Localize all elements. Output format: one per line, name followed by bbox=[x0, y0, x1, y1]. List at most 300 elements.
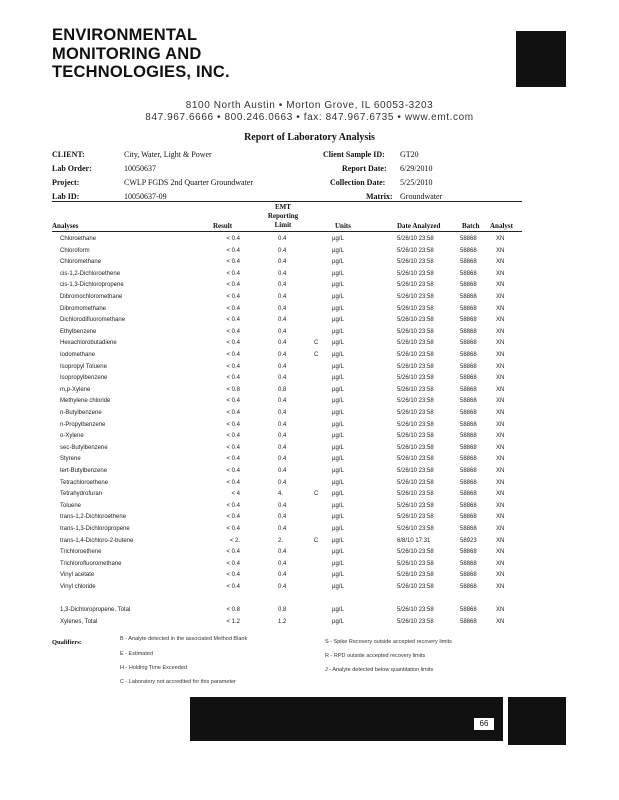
units: µg/L bbox=[332, 549, 344, 556]
result-value: < 0.4 bbox=[226, 468, 240, 474]
date-analyzed: 5/26/10 23:58 bbox=[397, 352, 434, 358]
table-row bbox=[0, 536, 619, 547]
lab-order-value: 10050637 bbox=[124, 164, 156, 173]
table-row bbox=[0, 431, 619, 442]
analyte-name: trans-1,4-Dichloro-2-butene bbox=[60, 537, 134, 544]
batch-number: 58868 bbox=[460, 398, 477, 405]
analyte-name: Toluene bbox=[60, 502, 82, 509]
qualifier-flag: C bbox=[314, 537, 319, 544]
date-analyzed: 5/26/10 23:58 bbox=[397, 421, 434, 428]
analyte-name: trans-1,2-Dichloroethene bbox=[60, 514, 127, 521]
reporting-limit: 0.4 bbox=[278, 584, 287, 590]
lab-order-label: Lab Order: bbox=[52, 164, 92, 173]
date-analyzed: 5/26/10 23:58 bbox=[397, 514, 434, 521]
date-analyzed: 5/26/10 23:58 bbox=[397, 236, 434, 242]
batch-number: 58868 bbox=[460, 294, 477, 300]
analyst: XN bbox=[496, 444, 505, 451]
result-value: < 0.4 bbox=[226, 433, 240, 440]
table-row bbox=[0, 408, 619, 419]
reporting-limit: 0.8 bbox=[278, 386, 287, 393]
reporting-limit: 2. bbox=[278, 537, 284, 544]
table-row bbox=[0, 338, 619, 349]
analyte-name: Tetrachloroethene bbox=[60, 479, 109, 486]
analyte-name: Isopropylbenzene bbox=[60, 375, 108, 382]
result-value: < 0.4 bbox=[226, 247, 240, 254]
analyst: XN bbox=[496, 305, 505, 312]
date-analyzed: 5/26/10 23:58 bbox=[397, 247, 434, 254]
table-row bbox=[0, 617, 619, 628]
reporting-limit: 0.4 bbox=[278, 294, 287, 300]
reporting-limit: 0.4 bbox=[278, 479, 287, 486]
address-line-1: 8100 North Austin • Morton Grove, IL 60053-3203 bbox=[185, 100, 434, 111]
batch-number: 58868 bbox=[460, 502, 477, 509]
units: µg/L bbox=[332, 479, 344, 486]
date-analyzed: 5/26/10 23:58 bbox=[397, 444, 434, 451]
analyst: XN bbox=[496, 572, 505, 579]
date-analyzed: 5/26/10 23:58 bbox=[397, 340, 434, 347]
analyst: XN bbox=[496, 363, 505, 370]
units: µg/L bbox=[332, 375, 344, 382]
date-analyzed: 5/26/10 23:58 bbox=[397, 560, 434, 567]
batch-number: 58868 bbox=[460, 444, 477, 451]
client-sample-id-label: Client Sample ID: bbox=[323, 150, 385, 159]
result-value: < 0.4 bbox=[226, 259, 240, 266]
analyst: XN bbox=[496, 549, 505, 556]
company-name-line-2: MONITORING AND bbox=[52, 44, 202, 63]
lab-id-value: 10050637-09 bbox=[124, 192, 167, 201]
analyst: XN bbox=[496, 526, 505, 532]
result-value: < 0.4 bbox=[226, 526, 240, 532]
qualifier-b: B - Analyte detected in the associated Method Blank bbox=[120, 636, 248, 642]
analyst: XN bbox=[496, 502, 505, 509]
result-value: < 0.4 bbox=[226, 479, 240, 486]
analyte-name: cis-1,2-Dichloroethene bbox=[60, 270, 121, 277]
batch-number: 58868 bbox=[460, 363, 477, 370]
table-row bbox=[0, 396, 619, 407]
analyte-name: cis-1,3-Dichloropropene bbox=[60, 282, 124, 289]
qualifier-e: E - Estimated bbox=[120, 651, 154, 657]
collection-date-label: Collection Date: bbox=[330, 178, 386, 187]
batch-number: 58868 bbox=[460, 328, 477, 335]
table-row bbox=[0, 234, 619, 245]
units: µg/L bbox=[332, 386, 344, 393]
analyst: XN bbox=[496, 410, 505, 416]
result-value: < 0.4 bbox=[226, 572, 240, 579]
col-analyst: Analyst bbox=[490, 222, 513, 230]
batch-number: 58868 bbox=[460, 421, 477, 428]
analyte-name: Vinyl acetate bbox=[60, 572, 95, 579]
company-name-line-1: ENVIRONMENTAL bbox=[52, 26, 198, 44]
batch-number: 58868 bbox=[460, 549, 477, 556]
analyst: XN bbox=[496, 398, 505, 405]
date-analyzed: 5/26/10 23:58 bbox=[397, 410, 434, 416]
reporting-limit: 0.4 bbox=[278, 444, 287, 451]
analyte-name: Ethylbenzene bbox=[60, 328, 97, 335]
analyst: XN bbox=[496, 560, 505, 567]
batch-number: 58868 bbox=[460, 618, 477, 625]
analyte-name: Isopropyl Toluene bbox=[60, 363, 107, 370]
col-result: Result bbox=[213, 222, 233, 230]
analyst: XN bbox=[496, 340, 505, 347]
analyst: XN bbox=[496, 468, 505, 474]
table-row bbox=[0, 466, 619, 477]
col-analyses: Analyses bbox=[52, 222, 79, 230]
date-analyzed: 5/26/10 23:58 bbox=[397, 363, 434, 370]
table-row bbox=[0, 547, 619, 558]
col-batch: Batch bbox=[462, 222, 480, 230]
lab-id-label: Lab ID: bbox=[52, 192, 80, 201]
analyte-name: Iodomethane bbox=[60, 352, 96, 358]
reporting-limit: 0.4 bbox=[278, 270, 287, 277]
batch-number: 58868 bbox=[460, 340, 477, 347]
report-date-label: Report Date: bbox=[342, 164, 387, 173]
column-header-rule bbox=[52, 231, 522, 232]
analyte-name: Tetrahydrofuran bbox=[60, 491, 103, 498]
result-value: < 0.4 bbox=[226, 398, 240, 405]
reporting-limit: 0.4 bbox=[278, 456, 287, 463]
analyst: XN bbox=[496, 328, 505, 335]
units: µg/L bbox=[332, 618, 344, 625]
redaction-bar-bottom bbox=[190, 697, 503, 741]
analyte-name: o-Xylene bbox=[60, 433, 84, 440]
table-row bbox=[0, 246, 619, 257]
analyst: XN bbox=[496, 270, 505, 277]
report-title: Report of Laboratory Analysis bbox=[244, 132, 375, 143]
date-analyzed: 5/26/10 23:58 bbox=[397, 398, 434, 405]
units: µg/L bbox=[332, 352, 344, 358]
analyte-name: n-Propylbenzene bbox=[60, 421, 106, 428]
reporting-limit: 0.4 bbox=[278, 236, 287, 242]
table-row bbox=[0, 304, 619, 315]
reporting-limit: 0.4 bbox=[278, 259, 287, 266]
table-row bbox=[0, 605, 619, 616]
units: µg/L bbox=[332, 502, 344, 509]
date-analyzed: 5/26/10 23:58 bbox=[397, 386, 434, 393]
matrix-value: Groundwater bbox=[400, 192, 443, 201]
result-value: < 0.4 bbox=[226, 317, 240, 324]
table-row bbox=[0, 489, 619, 500]
result-value: < 0.4 bbox=[226, 549, 240, 556]
date-analyzed: 5/26/10 23:58 bbox=[397, 502, 434, 509]
analyst: XN bbox=[496, 259, 505, 266]
reporting-limit: 0.4 bbox=[278, 328, 287, 335]
table-row bbox=[0, 443, 619, 454]
qualifier-c: C - Laboratory not accredited for this parameter bbox=[120, 679, 236, 685]
date-analyzed: 5/26/10 23:58 bbox=[397, 572, 434, 579]
date-analyzed: 5/26/10 23:58 bbox=[397, 328, 434, 335]
redaction-box-top bbox=[516, 31, 566, 87]
analyst: XN bbox=[496, 375, 505, 382]
units: µg/L bbox=[332, 584, 344, 590]
units: µg/L bbox=[332, 305, 344, 312]
result-value: < 0.8 bbox=[226, 607, 240, 614]
analyst: XN bbox=[496, 491, 505, 498]
table-row bbox=[0, 269, 619, 280]
analyte-name: tert-Butylbenzene bbox=[60, 468, 108, 474]
date-analyzed: 5/26/10 23:58 bbox=[397, 618, 434, 625]
analyte-name: Dibromochloromethane bbox=[60, 294, 123, 300]
batch-number: 58868 bbox=[460, 433, 477, 440]
reporting-limit: 0.4 bbox=[278, 282, 287, 289]
units: µg/L bbox=[332, 236, 344, 242]
batch-number: 58868 bbox=[460, 282, 477, 289]
date-analyzed: 5/26/10 23:58 bbox=[397, 317, 434, 324]
col-units: Units bbox=[335, 222, 351, 230]
reporting-limit: 0.4 bbox=[278, 560, 287, 567]
result-value: < 0.4 bbox=[226, 514, 240, 521]
analyte-name: Hexachlorobutadiene bbox=[60, 340, 117, 347]
result-value: < 0.4 bbox=[226, 375, 240, 382]
result-value: < 0.4 bbox=[226, 444, 240, 451]
date-analyzed: 5/26/10 23:58 bbox=[397, 526, 434, 532]
reporting-limit: 0.4 bbox=[278, 340, 287, 347]
company-logo-text bbox=[52, 26, 230, 82]
units: µg/L bbox=[332, 607, 344, 614]
client-label: CLIENT: bbox=[52, 150, 85, 159]
qualifier-j: J - Analyte detected below quantitation limits bbox=[325, 667, 434, 673]
analyst: XN bbox=[496, 352, 505, 358]
reporting-limit: 0.4 bbox=[278, 375, 287, 382]
date-analyzed: 5/26/10 23:58 bbox=[397, 479, 434, 486]
table-row bbox=[0, 501, 619, 512]
table-row bbox=[0, 385, 619, 396]
analyst: XN bbox=[496, 282, 505, 289]
units: µg/L bbox=[332, 363, 344, 370]
table-row bbox=[0, 559, 619, 570]
units: µg/L bbox=[332, 537, 344, 544]
reporting-limit: 0.4 bbox=[278, 363, 287, 370]
result-value: < 0.4 bbox=[226, 340, 240, 347]
table-row bbox=[0, 512, 619, 523]
analyte-name: m,p-Xylene bbox=[60, 386, 91, 393]
client-sample-id-value: GT20 bbox=[400, 150, 419, 159]
analyte-name: Trichlorofluoromethane bbox=[60, 560, 122, 567]
reporting-limit: 0.4 bbox=[278, 572, 287, 579]
result-value: < 0.4 bbox=[226, 305, 240, 312]
batch-number: 58868 bbox=[460, 247, 477, 254]
analyte-name: Vinyl chloride bbox=[60, 584, 96, 590]
report-date-value: 6/29/2010 bbox=[400, 164, 433, 173]
batch-number: 58868 bbox=[460, 259, 477, 266]
batch-number: 58868 bbox=[460, 317, 477, 324]
result-value: < 0.4 bbox=[226, 282, 240, 289]
date-analyzed: 5/26/10 23:58 bbox=[397, 259, 434, 266]
analyte-name: sec-Butylbenzene bbox=[60, 444, 108, 451]
batch-number: 58868 bbox=[460, 270, 477, 277]
result-value: < 0.4 bbox=[226, 456, 240, 463]
result-value: < 0.4 bbox=[226, 584, 240, 590]
result-value: < 0.4 bbox=[226, 328, 240, 335]
qualifier-r: R - RPD outside accepted recovery limits bbox=[325, 653, 426, 659]
units: µg/L bbox=[332, 433, 344, 440]
batch-number: 58868 bbox=[460, 375, 477, 382]
analyst: XN bbox=[496, 479, 505, 486]
batch-number: 58868 bbox=[460, 514, 477, 521]
units: µg/L bbox=[332, 526, 344, 532]
batch-number: 58868 bbox=[460, 410, 477, 416]
result-value: < 0.4 bbox=[226, 270, 240, 277]
batch-number: 58868 bbox=[460, 468, 477, 474]
analyte-name: trans-1,3-Dichloropropene bbox=[60, 526, 130, 532]
batch-number: 58868 bbox=[460, 352, 477, 358]
table-row bbox=[0, 257, 619, 268]
analyst: XN bbox=[496, 537, 505, 544]
qualifier-s: S - Spike Recovery outside accepted recovery limits bbox=[325, 639, 452, 645]
analyte-name: Dichlorodifluoromethane bbox=[60, 317, 126, 324]
analyte-name: Trichloroethene bbox=[60, 549, 102, 556]
reporting-limit: 0.4 bbox=[278, 317, 287, 324]
project-label: Project: bbox=[52, 178, 80, 187]
batch-number: 58868 bbox=[460, 305, 477, 312]
qualifier-flag: C bbox=[314, 340, 319, 347]
collection-date-value: 5/25/2010 bbox=[400, 178, 433, 187]
analyst: XN bbox=[496, 247, 505, 254]
analyst: XN bbox=[496, 236, 505, 242]
reporting-limit: 0.4 bbox=[278, 502, 287, 509]
date-analyzed: 5/26/10 23:58 bbox=[397, 375, 434, 382]
col-limit-line-2: Reporting bbox=[267, 212, 299, 220]
analyte-name: Styrene bbox=[60, 456, 81, 463]
analyte-name: Chloroform bbox=[60, 247, 90, 254]
units: µg/L bbox=[332, 444, 344, 451]
date-analyzed: 5/26/10 23:58 bbox=[397, 433, 434, 440]
units: µg/L bbox=[332, 294, 344, 300]
analyst: XN bbox=[496, 514, 505, 521]
result-value: < 4 bbox=[231, 491, 240, 498]
date-analyzed: 5/26/10 23:58 bbox=[397, 305, 434, 312]
date-analyzed: 6/8/10 17:31 bbox=[397, 537, 431, 544]
analyst: XN bbox=[496, 456, 505, 463]
date-analyzed: 5/26/10 23:58 bbox=[397, 282, 434, 289]
table-row bbox=[0, 570, 619, 581]
date-analyzed: 5/26/10 23:58 bbox=[397, 549, 434, 556]
analyst: XN bbox=[496, 317, 505, 324]
units: µg/L bbox=[332, 410, 344, 416]
analyst: XN bbox=[496, 433, 505, 440]
reporting-limit: 0.4 bbox=[278, 433, 287, 440]
analyte-name: Methylene chloride bbox=[60, 398, 111, 405]
units: µg/L bbox=[332, 560, 344, 567]
reporting-limit: 0.4 bbox=[278, 305, 287, 312]
col-date-analyzed: Date Analyzed bbox=[397, 222, 441, 230]
units: µg/L bbox=[332, 282, 344, 289]
date-analyzed: 5/26/10 23:58 bbox=[397, 584, 434, 590]
redaction-box-bottom bbox=[508, 697, 566, 745]
qualifier-h: H - Holding Time Exceeded bbox=[120, 665, 187, 671]
batch-number: 58868 bbox=[460, 479, 477, 486]
analyst: XN bbox=[496, 294, 505, 300]
company-name-line-3: TECHNOLOGIES, INC. bbox=[52, 63, 230, 81]
table-row bbox=[0, 594, 619, 605]
batch-number: 58868 bbox=[460, 584, 477, 590]
header-rule bbox=[52, 201, 522, 202]
analyte-name: n-Butylbenzene bbox=[60, 410, 102, 416]
batch-number: 58923 bbox=[460, 537, 477, 544]
reporting-limit: 0.4 bbox=[278, 421, 287, 428]
page-number: 66 bbox=[474, 718, 494, 730]
date-analyzed: 5/26/10 23:58 bbox=[397, 456, 434, 463]
analyte-name: Chloromethane bbox=[60, 259, 102, 266]
units: µg/L bbox=[332, 270, 344, 277]
result-value: < 0.4 bbox=[226, 502, 240, 509]
date-analyzed: 5/26/10 23:58 bbox=[397, 607, 434, 614]
batch-number: 58868 bbox=[460, 491, 477, 498]
analyst: XN bbox=[496, 607, 505, 614]
units: µg/L bbox=[332, 398, 344, 405]
table-row bbox=[0, 420, 619, 431]
table-row bbox=[0, 454, 619, 465]
analyte-name: 1,3-Dichloropropene, Total bbox=[60, 607, 131, 614]
table-row bbox=[0, 280, 619, 291]
table-row bbox=[0, 350, 619, 361]
reporting-limit: 0.4 bbox=[278, 526, 287, 532]
batch-number: 58868 bbox=[460, 572, 477, 579]
reporting-limit: 0.4 bbox=[278, 410, 287, 416]
batch-number: 58868 bbox=[460, 560, 477, 567]
units: µg/L bbox=[332, 421, 344, 428]
analyst: XN bbox=[496, 386, 505, 393]
qualifier-flag: C bbox=[314, 491, 319, 498]
reporting-limit: 0.4 bbox=[278, 352, 287, 358]
reporting-limit: 1.2 bbox=[278, 618, 287, 625]
date-analyzed: 5/26/10 23:58 bbox=[397, 468, 434, 474]
units: µg/L bbox=[332, 259, 344, 266]
result-value: < 0.4 bbox=[226, 294, 240, 300]
analyst: XN bbox=[496, 618, 505, 625]
result-value: < 1.2 bbox=[226, 618, 240, 625]
qualifiers-label: Qualifiers: bbox=[52, 639, 82, 646]
reporting-limit: 4. bbox=[278, 491, 284, 498]
table-row bbox=[0, 478, 619, 489]
units: µg/L bbox=[332, 468, 344, 474]
table-row bbox=[0, 524, 619, 535]
analyte-name: Xylenes, Total bbox=[60, 618, 98, 625]
result-value: < 0.4 bbox=[226, 363, 240, 370]
units: µg/L bbox=[332, 456, 344, 463]
date-analyzed: 5/26/10 23:58 bbox=[397, 270, 434, 277]
result-value: < 0.4 bbox=[226, 352, 240, 358]
project-value: CWLP FGDS 2nd Quarter Groundwater bbox=[124, 178, 254, 187]
result-value: < 0.4 bbox=[226, 236, 240, 242]
reporting-limit: 0.4 bbox=[278, 514, 287, 521]
table-row bbox=[0, 315, 619, 326]
result-value: < 0.4 bbox=[226, 410, 240, 416]
batch-number: 58868 bbox=[460, 607, 477, 614]
units: µg/L bbox=[332, 340, 344, 347]
reporting-limit: 0.4 bbox=[278, 468, 287, 474]
reporting-limit: 0.8 bbox=[278, 607, 287, 614]
reporting-limit: 0.4 bbox=[278, 549, 287, 556]
units: µg/L bbox=[332, 317, 344, 324]
table-row bbox=[0, 362, 619, 373]
col-limit-line-3: Limit bbox=[274, 221, 292, 229]
table-row bbox=[0, 327, 619, 338]
result-value: < 0.4 bbox=[226, 560, 240, 567]
batch-number: 58868 bbox=[460, 456, 477, 463]
analyte-name: Chloroethane bbox=[60, 236, 97, 242]
matrix-label: Matrix: bbox=[366, 192, 393, 201]
table-row bbox=[0, 373, 619, 384]
result-value: < 2. bbox=[229, 537, 240, 544]
units: µg/L bbox=[332, 491, 344, 498]
table-row bbox=[0, 582, 619, 593]
units: µg/L bbox=[332, 572, 344, 579]
analyte-name: Dibromomethane bbox=[60, 305, 107, 312]
qualifier-flag: C bbox=[314, 352, 319, 358]
result-value: < 0.8 bbox=[226, 386, 240, 393]
batch-number: 58868 bbox=[460, 526, 477, 532]
units: µg/L bbox=[332, 514, 344, 521]
